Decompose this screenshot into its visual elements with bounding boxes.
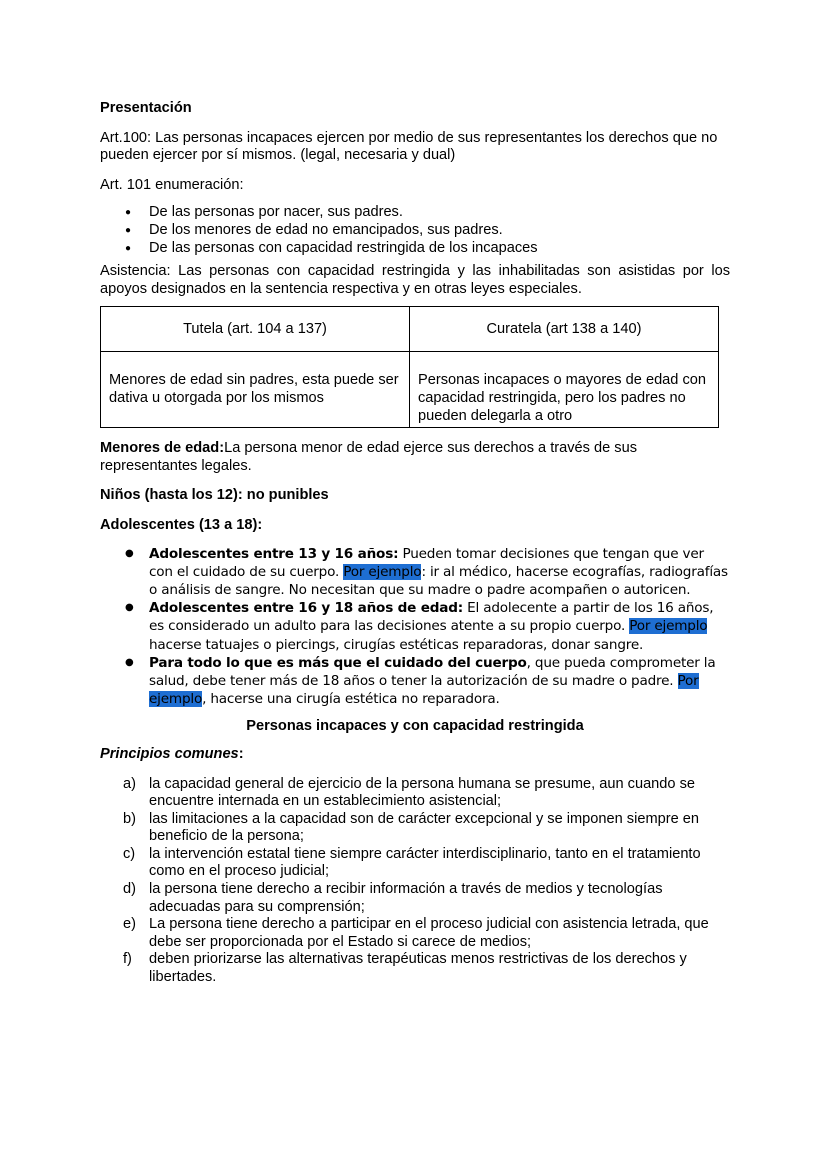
item-bold: Para todo lo que es más que el cuidado del cuerpo <box>149 654 527 671</box>
list-marker: f) <box>123 951 132 968</box>
menores-paragraph <box>100 440 730 475</box>
art101-paragraph: Art. 101 enumeración: <box>100 176 244 193</box>
document-page <box>100 100 730 987</box>
table-header-curatela: Curatela (art 138 a 140) <box>410 307 719 352</box>
item-text: : ir al médico, hacerse ecografías, radiografías o análisis de sangre. No necesitan que su madre o padre acompañen o autoricen. <box>149 563 728 598</box>
list-item: ● De las personas con capacidad restringida de los incapaces <box>100 240 730 258</box>
menores-text: La persona menor de edad ejerce sus derechos a través de sus representantes legales. <box>100 440 638 474</box>
highlight-por-ejemplo: Por ejemplo <box>149 672 699 708</box>
item-text: Pueden tomar decisiones que tengan que ver con el cuidado de su cuerpo. <box>149 545 704 580</box>
section-title: Personas incapaces y con capacidad restringida <box>246 718 584 735</box>
adolescentes-heading: Adolescentes (13 a 18): <box>100 516 263 533</box>
principios-list <box>100 776 730 987</box>
presentacion-title: Presentación <box>100 100 192 116</box>
ninos-heading: Niños (hasta los 12): no punibles <box>100 487 329 504</box>
item-text: hacerse tatuajes o piercings, cirugías estéticas reparadoras, donar sangre. <box>149 636 644 653</box>
art100-paragraph: Art.100: Las personas incapaces ejercen por medio de sus representantes los derechos que no pueden ejercer por sí mismos. (legal, necesaria y dual) <box>100 129 718 164</box>
tutela-curatela-table <box>100 306 719 428</box>
list-item <box>100 846 730 881</box>
asistencia-paragraph: Asistencia: Las personas con capacidad restringida y las inhabilitadas son asistidas por los apoyos designados en la sentencia respectiva y en otras leyes especiales. <box>100 263 730 297</box>
list-item <box>100 881 730 916</box>
table-cell-curatela: Personas incapaces o mayores de edad con capacidad restringida, pero los padres no pueden delegarla a otro <box>410 352 719 428</box>
list-marker: d) <box>123 881 136 898</box>
list-marker: e) <box>123 916 136 933</box>
enumeracion-list <box>100 204 730 257</box>
list-item-text: la persona tiene derecho a recibir información a través de medios y tecnologías adecuadas para su comprensión; <box>149 881 663 915</box>
principios-title <box>100 746 730 764</box>
list-item <box>100 776 730 811</box>
menores-label: Menores de edad: <box>100 440 225 457</box>
list-item-text: la capacidad general de ejercicio de la persona humana se presume, aun cuando se encuentre internada en un establecimiento asistencial; <box>149 775 696 810</box>
list-item <box>100 654 730 709</box>
list-item <box>100 599 730 654</box>
item-bold: Adolescentes entre 16 y 18 años de edad: <box>149 600 463 617</box>
highlight-por-ejemplo: Por ejemplo <box>343 563 422 580</box>
item-text: , que pueda comprometer la salud, debe tener más de 18 años o tener la autorización de su madre o padre. <box>149 654 716 689</box>
list-item <box>100 951 730 986</box>
item-bold: Adolescentes entre 13 y 16 años: <box>149 545 399 562</box>
list-marker: a) <box>123 775 136 792</box>
principios-title-text: Principios comunes <box>100 745 239 762</box>
table-header-tutela: Tutela (art. 104 a 137) <box>101 307 410 352</box>
list-item <box>100 811 730 846</box>
list-item <box>100 545 730 600</box>
list-marker: b) <box>123 810 136 827</box>
list-item: ● De los menores de edad no emancipados, sus padres. <box>100 222 730 240</box>
highlight-por-ejemplo: Por ejemplo <box>629 618 708 635</box>
list-item-text: deben priorizarse las alternativas terapéuticas menos restrictivas de los derechos y libertades. <box>149 951 687 986</box>
item-text: El adolecente a partir de los 16 años, es considerado un adulto para las decisiones atente a su propio cuerpo. <box>149 600 714 635</box>
list-item-text: La persona tiene derecho a participar en el proceso judicial con asistencia letrada, que debe ser proporcionada por el Estado si carece de medios; <box>149 916 709 950</box>
list-item: ● De las personas por nacer, sus padres. <box>100 204 730 222</box>
item-text: , hacerse una cirugía estética no reparadora. <box>202 691 500 708</box>
list-marker: c) <box>123 845 136 862</box>
list-item-text: la intervención estatal tiene siempre carácter interdisciplinario, tanto en el tratamiento como en el proceso judicial; <box>149 845 701 880</box>
adolescentes-list <box>100 545 730 709</box>
table-cell-tutela: Menores de edad sin padres, esta puede ser dativa u otorgada por los mismos <box>101 352 410 428</box>
principios-title-colon: : <box>238 745 244 762</box>
list-item <box>100 916 730 951</box>
list-item-text: las limitaciones a la capacidad son de carácter excepcional y se imponen siempre en beneficio de la persona; <box>149 810 699 845</box>
